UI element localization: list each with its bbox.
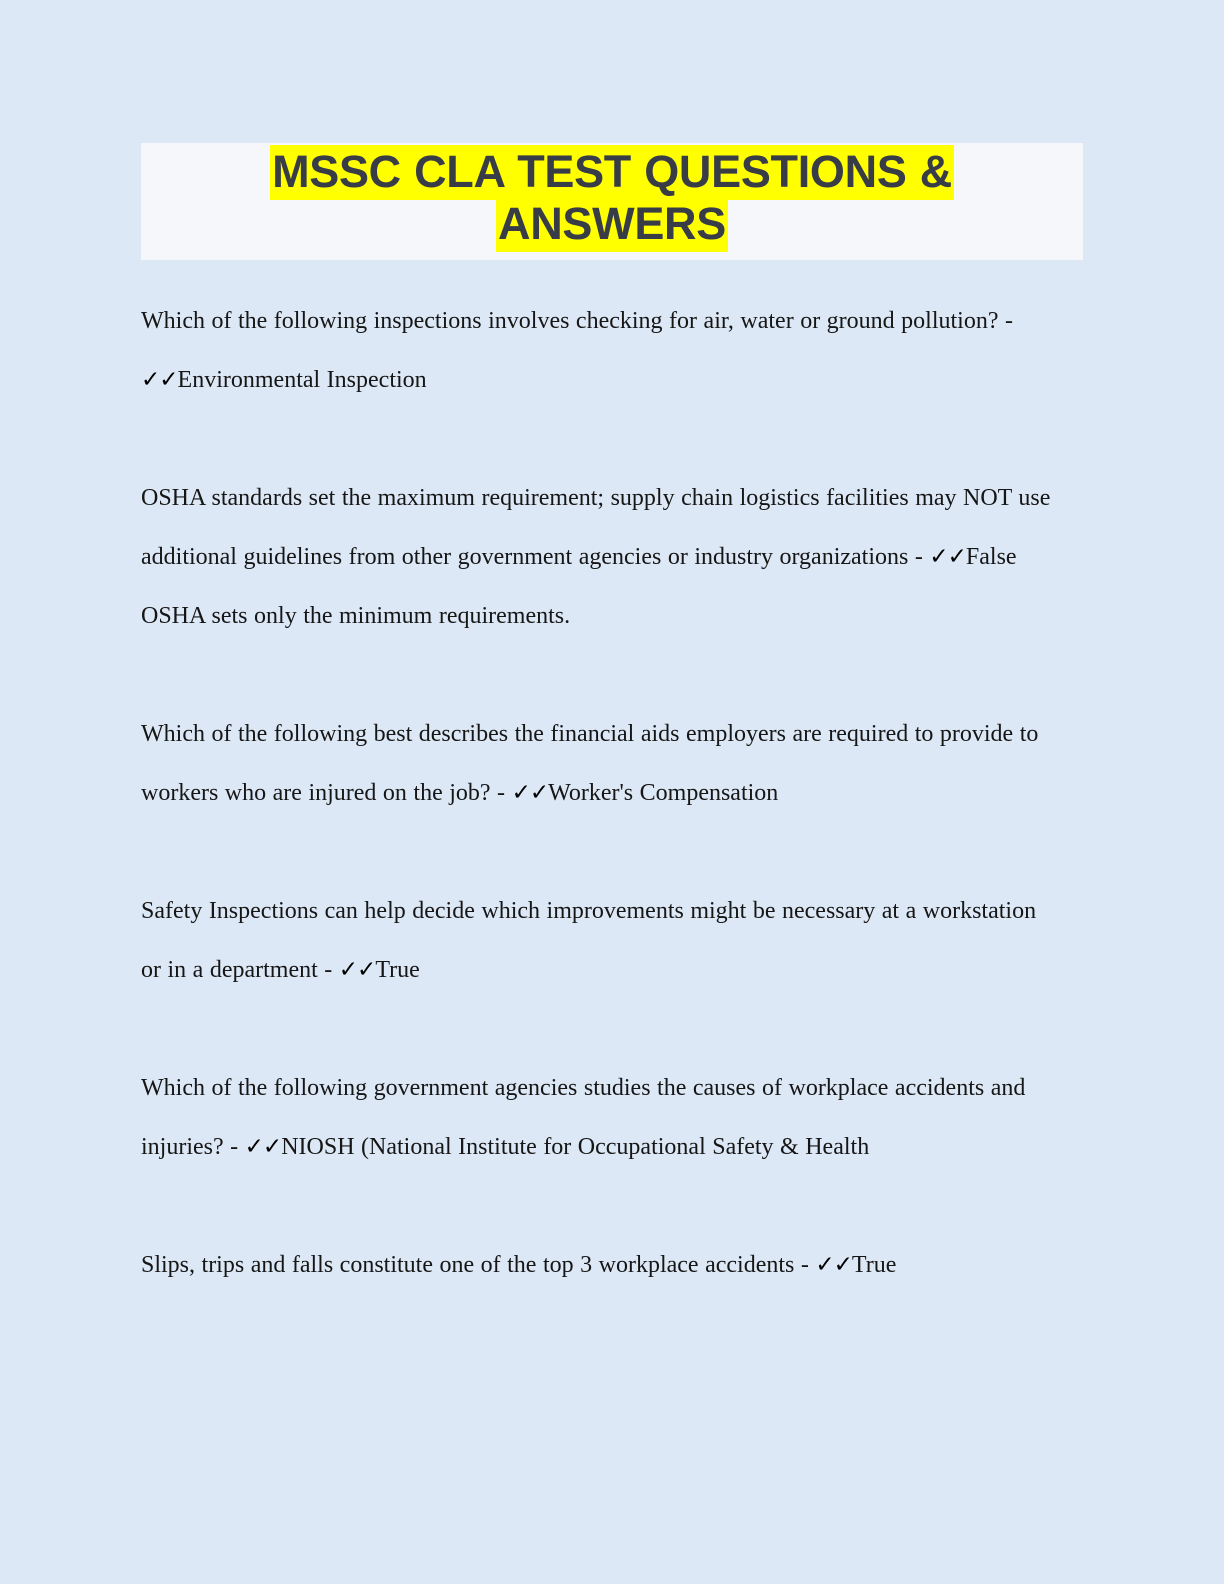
document-title-banner (141, 143, 1083, 260)
answer-text: True (375, 957, 420, 983)
check-mark-icon: ✓✓ (141, 367, 178, 393)
page-title-line-2: ANSWERS (496, 197, 728, 252)
check-mark-icon: ✓✓ (338, 957, 376, 983)
answer-text: False OSHA sets only the minimum requirements. (141, 544, 1017, 629)
qa-block (141, 292, 1051, 410)
answer-text: NIOSH (National Institute for Occupational Safety & Health (281, 1134, 870, 1160)
qa-block (141, 882, 1051, 1000)
qa-block (141, 705, 1051, 823)
answer-text: Environmental Inspection (177, 367, 427, 393)
qa-block (141, 469, 1051, 646)
check-mark-icon: ✓✓ (244, 1134, 282, 1160)
check-mark-icon: ✓✓ (815, 1252, 852, 1278)
qa-block (141, 1059, 1051, 1177)
page-title (141, 143, 1083, 250)
question-text: Safety Inspections can help decide which improvements might be necessary at a workstation or in a department - (141, 898, 1037, 983)
question-text: Which of the following inspections involves checking for air, water or ground pollution? - (141, 308, 1013, 334)
question-text: OSHA standards set the maximum requirement; supply chain logistics facilities may NOT use additional guidelines from other government agencies or industry organizations - (141, 485, 1051, 570)
question-text: Slips, trips and falls constitute one of the top 3 workplace accidents - (141, 1252, 816, 1278)
document-body (141, 292, 1051, 1295)
question-text: Which of the following best describes the financial aids employers are required to provide to workers who are injured on the job? - (141, 721, 1039, 806)
question-text: Which of the following government agencies studies the causes of workplace accidents and injuries? - (141, 1075, 1026, 1160)
page-title-line-1: MSSC CLA TEST QUESTIONS & (270, 145, 954, 200)
answer-text: True (851, 1252, 897, 1278)
answer-text: Worker's Compensation (548, 780, 779, 806)
check-mark-icon: ✓✓ (929, 544, 966, 570)
check-mark-icon: ✓✓ (511, 780, 549, 806)
qa-block (141, 1236, 1051, 1295)
